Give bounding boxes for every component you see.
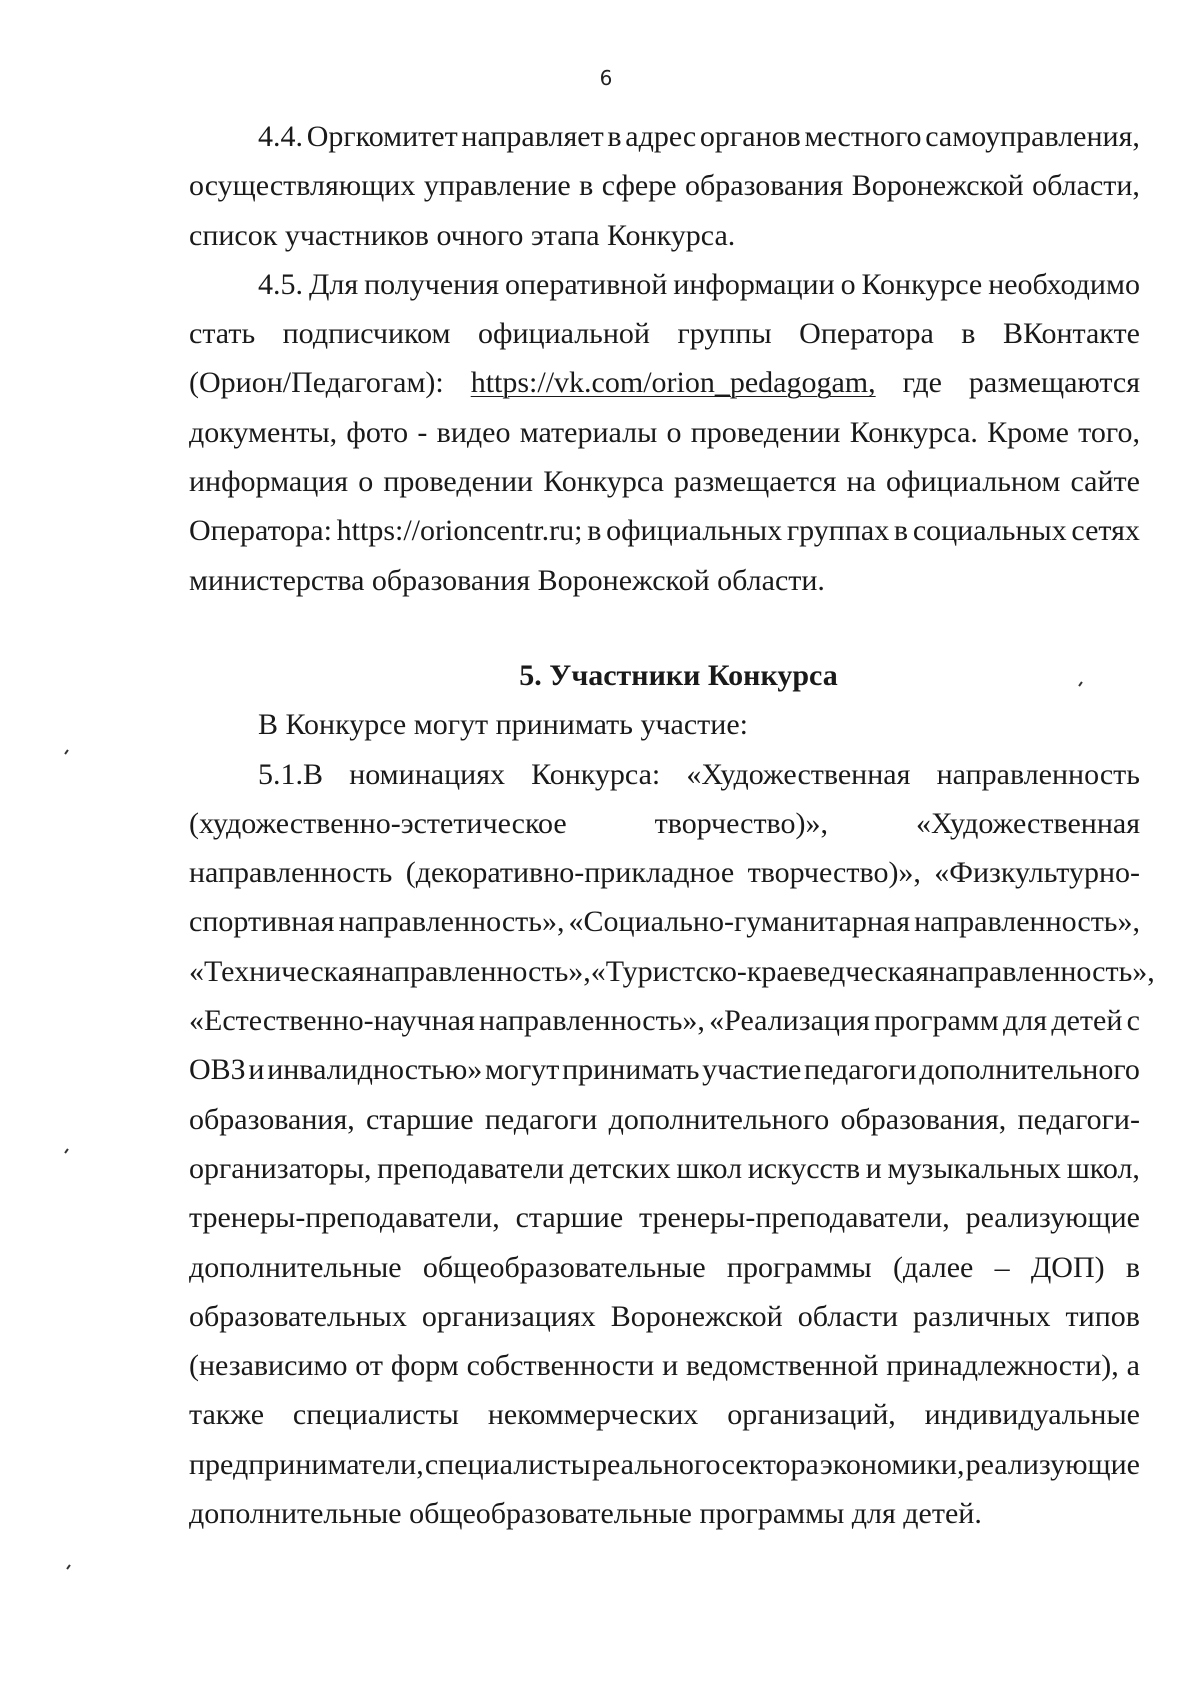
word: педагоги xyxy=(484,1102,598,1136)
scan-speck xyxy=(64,749,69,754)
word: на xyxy=(846,465,876,499)
word: преподаватели xyxy=(377,1151,565,1185)
text-line xyxy=(189,358,1140,407)
word: (далее xyxy=(892,1250,974,1284)
scan-speck xyxy=(64,1148,69,1153)
text-line xyxy=(189,1341,1140,1390)
word: группах xyxy=(786,514,890,548)
text-line xyxy=(189,1193,1140,1242)
word: реализующие xyxy=(965,1201,1140,1235)
word: реального xyxy=(591,1447,721,1481)
word: в xyxy=(893,514,909,548)
word: школ xyxy=(676,1151,743,1185)
word: о xyxy=(358,465,374,499)
word: адрес xyxy=(625,120,697,153)
word: в xyxy=(961,317,976,351)
text-line xyxy=(189,1489,1140,1538)
word: информация xyxy=(189,465,349,499)
word: в xyxy=(587,514,602,548)
text-line xyxy=(189,848,1140,897)
word: «Естественно-научная xyxy=(189,1004,475,1038)
word: специалисты xyxy=(292,1398,459,1432)
word: список участников очного этапа Конкурса. xyxy=(189,218,736,252)
word: образовательных xyxy=(189,1299,407,1333)
word: «Техническая xyxy=(189,954,365,988)
word: педагоги xyxy=(804,1053,917,1087)
word: Оргкомитет xyxy=(306,120,458,153)
word: направленность xyxy=(936,757,1140,791)
word: ДОП) xyxy=(1030,1250,1105,1284)
word: материалы xyxy=(519,415,658,449)
word: https://orioncentr.ru; xyxy=(336,514,583,548)
word: с xyxy=(1126,1004,1140,1038)
word: местного xyxy=(804,120,922,153)
word: организаций, xyxy=(727,1398,896,1432)
word: документы, xyxy=(189,415,338,449)
text-line xyxy=(189,457,1140,506)
word: Для xyxy=(308,267,359,301)
word: также xyxy=(189,1398,265,1432)
word: детских xyxy=(569,1151,671,1185)
word: Конкурса. xyxy=(849,415,978,449)
text-line xyxy=(189,1144,1140,1193)
text-line xyxy=(189,1440,1140,1489)
word: «Физкультурно- xyxy=(934,856,1140,890)
word: фото xyxy=(346,415,409,449)
word: самоуправления, xyxy=(925,120,1140,153)
word: искусств xyxy=(747,1151,861,1185)
word: различных xyxy=(913,1299,1051,1333)
word: проведении xyxy=(690,415,841,449)
word: тренеры-преподаватели, xyxy=(639,1201,950,1235)
word: специалисты xyxy=(424,1447,591,1481)
word: о xyxy=(666,415,682,449)
word: собственности xyxy=(466,1349,655,1383)
word: а xyxy=(1126,1349,1140,1383)
word: педагоги- xyxy=(1017,1102,1140,1136)
section-5-heading: 5. Участники Конкурса xyxy=(519,658,838,692)
word: программы xyxy=(726,1250,872,1284)
word: в xyxy=(1125,1250,1140,1284)
word: «Реализация xyxy=(709,1004,870,1038)
word: участие xyxy=(702,1053,802,1087)
word: творчество)», xyxy=(747,856,921,890)
text-line xyxy=(189,1095,1140,1144)
word: (независимо xyxy=(189,1349,348,1383)
word: «Художественная xyxy=(915,806,1140,840)
word: «Туристско-краеведческая xyxy=(590,954,929,988)
word: осуществляющих xyxy=(189,169,416,203)
word: сайте xyxy=(1070,465,1140,499)
text-line xyxy=(189,1243,1140,1292)
word: образования, xyxy=(189,1102,355,1136)
word: общеобразовательные xyxy=(422,1250,706,1284)
word: от xyxy=(355,1349,383,1383)
word: и xyxy=(865,1151,882,1185)
word: (декоративно-прикладное xyxy=(405,856,735,890)
word: Конкурса: xyxy=(531,757,661,791)
text-line xyxy=(189,897,1140,946)
word: министерства образования Воронежской области. xyxy=(189,563,825,597)
scan-speck xyxy=(66,1564,71,1569)
word: тренеры-преподаватели, xyxy=(189,1201,500,1235)
word: программ xyxy=(874,1004,999,1038)
text-line xyxy=(189,556,1140,605)
vk-link[interactable]: https://vk.com/orion_pedagogam, xyxy=(470,366,876,400)
word: органов xyxy=(699,120,801,153)
word: (художественно-эстетическое xyxy=(189,806,567,840)
word: управление xyxy=(423,169,571,203)
document-body xyxy=(189,112,1155,1538)
word: школ, xyxy=(1066,1151,1140,1185)
text-line xyxy=(189,996,1140,1045)
word: «Художественная xyxy=(686,757,911,791)
text-line xyxy=(189,309,1140,358)
text-line xyxy=(189,211,1140,260)
word: номинациях xyxy=(349,757,505,791)
paragraph-4-4 xyxy=(189,112,1140,260)
word: индивидуальные xyxy=(924,1398,1140,1432)
word: оперативной xyxy=(505,267,668,301)
word: 5.1.В xyxy=(258,757,324,791)
word: размещается xyxy=(674,465,837,499)
word: направленность», xyxy=(479,1004,705,1038)
word: видео xyxy=(436,415,511,449)
text-line xyxy=(189,260,1140,309)
word: организаторы, xyxy=(189,1151,372,1185)
word: ведомственной xyxy=(685,1349,879,1383)
word: образования xyxy=(684,169,844,203)
word: - xyxy=(417,415,428,449)
word: старшие xyxy=(515,1201,624,1235)
word: и xyxy=(248,1053,265,1087)
text-line xyxy=(189,1045,1140,1094)
word: «Социально-гуманитарная xyxy=(568,905,911,939)
word: предприниматели, xyxy=(189,1447,424,1481)
word: Воронежской xyxy=(610,1299,783,1333)
word: направляет xyxy=(461,120,604,153)
word: старшие xyxy=(366,1102,474,1136)
word: 4.5. xyxy=(258,267,303,301)
word: и xyxy=(662,1349,679,1383)
word: творчество)», xyxy=(654,806,829,840)
page-number: 6 xyxy=(599,66,613,90)
word: принимать xyxy=(562,1053,700,1087)
word: стать xyxy=(189,317,256,351)
word: направленность», xyxy=(364,954,591,988)
text-line xyxy=(189,750,1140,799)
word: инвалидностью» xyxy=(267,1053,483,1087)
word: спортивная xyxy=(189,905,335,939)
word: организациях xyxy=(421,1299,596,1333)
word: (Орион/Педагогам): xyxy=(189,366,444,400)
word: дополнительного xyxy=(608,1102,830,1136)
text-line xyxy=(189,112,1140,161)
word: того, xyxy=(1078,415,1140,449)
text-line xyxy=(189,161,1140,210)
text-line xyxy=(189,506,1140,555)
word: дополнительные общеобразовательные программы для детей. xyxy=(189,1497,982,1531)
word: форм xyxy=(390,1349,459,1383)
word: официальных xyxy=(606,514,783,548)
word: могут xyxy=(484,1053,560,1087)
word: сектора xyxy=(721,1447,819,1481)
word: Конкурса xyxy=(543,465,664,499)
word: официальной xyxy=(478,317,650,351)
word: образования, xyxy=(840,1102,1007,1136)
text-line xyxy=(189,408,1140,457)
word: официальном xyxy=(886,465,1061,499)
word: типов xyxy=(1065,1299,1140,1333)
word: реализующие xyxy=(965,1447,1140,1481)
word: музыкальных xyxy=(887,1151,1062,1185)
text-line xyxy=(189,1390,1140,1439)
text-line xyxy=(189,1292,1140,1341)
word: дополнительного xyxy=(919,1053,1140,1087)
word: области xyxy=(797,1299,899,1333)
word: ОВЗ xyxy=(189,1053,246,1087)
word: дополнительные xyxy=(189,1250,402,1284)
word: Оператора: xyxy=(189,514,332,548)
word: Кроме xyxy=(987,415,1069,449)
word: необходимо xyxy=(988,267,1140,301)
text-line xyxy=(189,799,1140,848)
word: некоммерческих xyxy=(487,1398,699,1432)
text-line xyxy=(189,947,1155,996)
word: направленность», xyxy=(914,905,1140,939)
word: размещаются xyxy=(968,366,1140,400)
word: области, xyxy=(1032,169,1140,203)
paragraph-4-5 xyxy=(189,260,1140,605)
section-gap xyxy=(189,605,1140,651)
word: сетях xyxy=(1071,514,1140,548)
word: подписчиком xyxy=(282,317,451,351)
word: Оператора xyxy=(799,317,934,351)
word: Воронежской xyxy=(851,169,1024,203)
word: информации xyxy=(673,267,835,301)
word: в xyxy=(607,120,622,153)
word: принадлежности), xyxy=(886,1349,1119,1383)
word: группы xyxy=(677,317,772,351)
word: экономики, xyxy=(819,1447,965,1481)
word: – xyxy=(994,1250,1010,1284)
word: социальных xyxy=(912,514,1067,548)
word: получения xyxy=(364,267,500,301)
word: направленность», xyxy=(338,905,565,939)
word: направленность xyxy=(189,856,393,890)
word: о xyxy=(840,267,856,301)
paragraph-5-1 xyxy=(189,750,1155,1539)
word: ВКонтакте xyxy=(1002,317,1140,351)
word: для xyxy=(1003,1004,1048,1038)
word: 4.4. xyxy=(258,120,303,153)
word: проведении xyxy=(383,465,534,499)
word: детей xyxy=(1051,1004,1123,1038)
word: в xyxy=(579,169,594,203)
word: сфере xyxy=(601,169,677,203)
word: где xyxy=(902,366,942,400)
section-5-intro: В Конкурсе могут принимать участие: xyxy=(258,708,748,742)
word: Конкурсе xyxy=(861,267,983,301)
word: направленность», xyxy=(928,954,1155,988)
